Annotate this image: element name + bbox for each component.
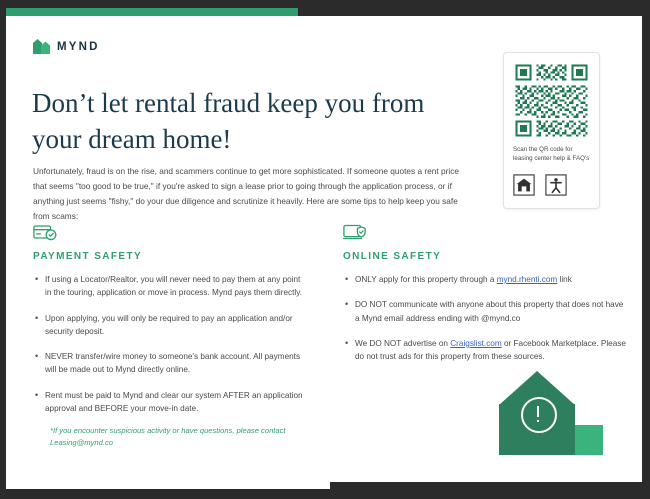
section-title-payment-safety: PAYMENT SAFETY bbox=[33, 251, 143, 262]
accessibility-icon bbox=[545, 174, 567, 201]
qr-card[interactable] bbox=[503, 52, 600, 209]
craigslist-link[interactable]: Craigslist.com bbox=[450, 338, 502, 348]
tip-text-part: ONLY apply for this property through a bbox=[355, 275, 497, 284]
qr-caption: Scan the QR code for leasing center help & FAQ's bbox=[513, 146, 590, 163]
tip-text-part: DO NOT communicate with anyone about this property that does not have a Mynd email address ending with @mynd.co bbox=[355, 300, 624, 323]
laptop-shield-icon bbox=[343, 222, 628, 244]
list-item: • NEVER transfer/wire money to someone's bank account. All payments will be made out to Mynd directly online. bbox=[33, 350, 303, 377]
tip-text-part: We DO NOT advertise on bbox=[355, 338, 451, 348]
brand-name: MYND bbox=[57, 40, 100, 53]
page-frame-right bbox=[642, 0, 650, 499]
brand-logo bbox=[32, 38, 100, 55]
tip-text-part: or Facebook Marketplace. Please do not trust ads for this property from these sources. bbox=[355, 338, 626, 362]
exclamation-mark-icon bbox=[521, 397, 557, 433]
list-item bbox=[343, 273, 628, 286]
list-item bbox=[343, 298, 628, 325]
intro-paragraph: Unfortunately, fraud is on the rise, and scammers continue to get more sophisticated. If someone quotes a rent price that seems "too good to be true," if you're asked to sign a lease prior to going through the application process, or if anything just seems "fishy," do your due diligence and scrutinize it heavily. Here are some tips to help keep you safe from scams: bbox=[33, 166, 459, 221]
footnote: *If you encounter suspicious activity or have questions, please contact Leasing@mynd.co bbox=[50, 426, 286, 448]
rhenti-link[interactable]: mynd.rhenti.com bbox=[496, 275, 558, 284]
mynd-house-logo-icon bbox=[32, 38, 51, 55]
document-sheet bbox=[6, 16, 642, 482]
frame-strip-top-right bbox=[298, 8, 642, 16]
page-frame-top bbox=[0, 0, 650, 8]
section-online-safety bbox=[343, 222, 628, 375]
list-item: • Rent must be paid to Mynd and clear our system AFTER an application approval and BEFORE your move-in date. bbox=[33, 389, 303, 416]
tip-text-part: link bbox=[557, 275, 572, 284]
page-title: Don’t let rental fraud keep you from your dream home! bbox=[32, 88, 425, 154]
list-item: • Upon applying, you will only be required to pay an application and/or security deposit. bbox=[33, 312, 303, 339]
section-payment-safety bbox=[33, 222, 303, 427]
payment-safety-tips bbox=[33, 273, 303, 415]
compliance-icons bbox=[513, 174, 567, 201]
house-alert-icon bbox=[499, 371, 609, 469]
section-title-online-safety: ONLINE SAFETY bbox=[343, 251, 442, 262]
page-frame-bottom bbox=[0, 489, 650, 499]
online-safety-tips bbox=[343, 273, 628, 363]
list-item bbox=[343, 337, 628, 364]
green-accent-band bbox=[6, 8, 298, 16]
payment-card-icon bbox=[33, 222, 303, 244]
equal-housing-opportunity-icon bbox=[513, 174, 535, 201]
qr-code bbox=[513, 62, 590, 139]
list-item: • If using a Locator/Realtor, you will never need to pay them at any point in the touring, application or move in process. Mynd pays them directly. bbox=[33, 273, 303, 300]
